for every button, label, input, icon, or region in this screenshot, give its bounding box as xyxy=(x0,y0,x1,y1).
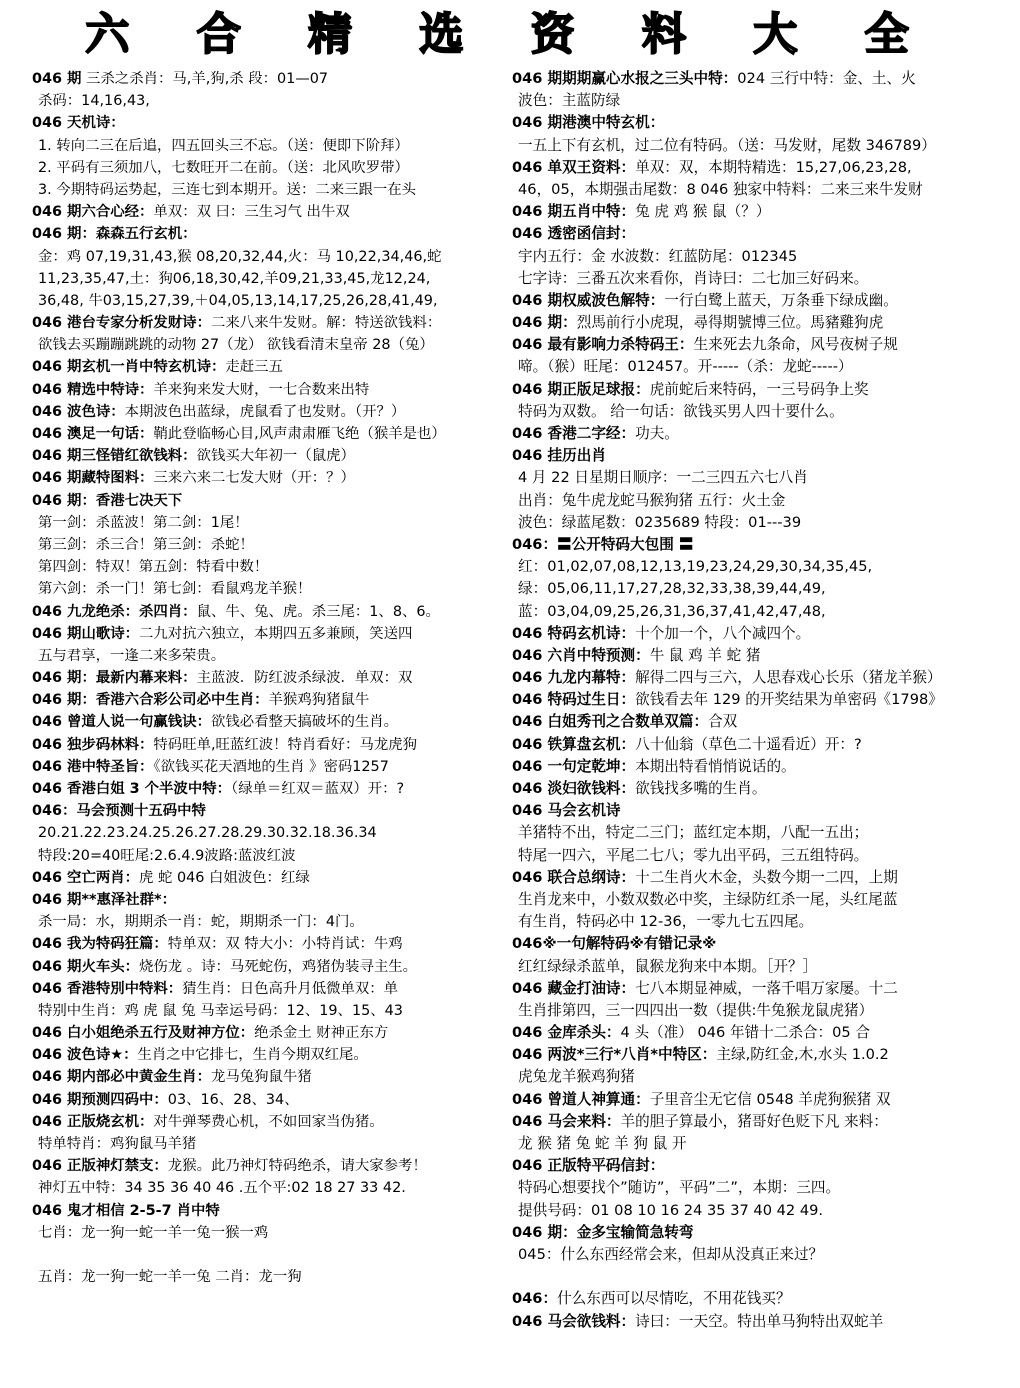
line-text: （绿单＝红双＝蓝双）开：? xyxy=(231,781,405,797)
line-text: 鼠、牛、兔、虎。杀三尾：1、8、6。 xyxy=(196,603,440,620)
text-line xyxy=(32,290,502,312)
text-line xyxy=(512,312,990,334)
line-text: 主蓝波．防红波杀绿波．单双：双 xyxy=(196,670,413,687)
line-text: 3. 今期特码运势起，三连七到本期开。送：二来三跟一在头 xyxy=(38,181,417,198)
text-line xyxy=(512,268,990,290)
text-line xyxy=(32,246,502,268)
line-heading: 046 期：香港七决天下 xyxy=(32,492,183,509)
text-line xyxy=(512,645,990,667)
line-heading: 046 马会玄机诗 xyxy=(512,802,621,820)
text-line xyxy=(512,667,990,689)
line-text: 绿：05,06,11,17,27,28,32,33,38,39,44,49, xyxy=(518,580,826,598)
line-heading: 046 期：金多宝输简急转弯 xyxy=(512,1223,694,1241)
line-text: 羊猪特不出，特定二三门；蓝红定本期，八配一五出； xyxy=(518,824,869,842)
line-text: 《欲钱买花天酒地的生肖 》密码1257 xyxy=(153,758,389,775)
text-line xyxy=(32,268,502,290)
text-line xyxy=(512,689,990,711)
text-line xyxy=(512,157,990,179)
line-heading: 046 金库杀头： xyxy=(512,1024,621,1042)
line-text: 牛 鼠 鸡 羊 蛇 猪 xyxy=(649,646,761,664)
text-line xyxy=(32,778,502,800)
line-text: 红：01,02,07,08,12,13,19,23,24,29,30,34,35,45, xyxy=(518,558,873,576)
line-text: 主绿,防红金,木,水头 1.0.2 xyxy=(716,1046,889,1064)
line-text: 龙猴。此乃神灯特码绝杀，请大家参考！ xyxy=(167,1158,427,1175)
line-heading: 046 天机诗： xyxy=(32,115,125,132)
line-text: 一五上下有玄机，过二位有特码。（送：马发财，尾数 346789） xyxy=(518,136,936,154)
text-line xyxy=(32,978,502,1000)
text-line xyxy=(32,867,502,889)
text-line xyxy=(32,645,502,667)
text-line xyxy=(512,978,990,1000)
text-line xyxy=(32,157,502,179)
line-text: 有生肖，特码必中 12-36，一零九七五四尾。 xyxy=(518,913,814,931)
text-line xyxy=(32,800,502,822)
line-heading: 046 透密函信封： xyxy=(512,225,636,243)
line-text: 烧伤龙 。诗：马死蛇伤，鸡猪伪装寻主生。 xyxy=(139,958,418,975)
line-heading: 046 空亡两肖： xyxy=(32,869,140,886)
line-heading: 046 曾道人神算通： xyxy=(512,1090,650,1108)
line-text: 出肖：兔牛虎龙蛇马猴狗猪 五行：火土金 xyxy=(518,491,786,509)
line-heading: 046 香港特別中特料： xyxy=(32,980,183,997)
text-line xyxy=(512,734,990,756)
line-text: 三杀之杀肖：马,羊,狗,杀 段：01—07 xyxy=(81,71,329,87)
text-line xyxy=(512,1089,990,1111)
line-heading: 046 铁算盘玄机： xyxy=(512,735,636,753)
text-line xyxy=(512,112,990,134)
text-line xyxy=(512,623,990,645)
text-line xyxy=(32,423,502,445)
line-text: 合双 xyxy=(708,713,738,731)
page-title: 六 合 精 选 资 料 大 全 xyxy=(85,9,935,60)
text-line xyxy=(32,201,502,223)
line-text: 对牛弹琴费心机，不如回家当伪猪。 xyxy=(153,1113,384,1130)
line-text: 虎 蛇 046 白姐波色：红绿 xyxy=(139,869,310,886)
line-heading: 046 精选中特诗： xyxy=(32,381,154,398)
line-heading: 046 期：森森五行玄机： xyxy=(32,226,197,243)
line-text: 11,23,35,47,土：狗06,18,30,42,羊09,21,33,45,龙12,24, xyxy=(38,270,431,287)
line-text: 烈馬前行小虎現，尋得期號博三位。馬豬雞狗虎 xyxy=(576,314,884,332)
line-text: 诗曰：一天空。特出单马狗特出双蛇羊 xyxy=(635,1312,884,1330)
text-line xyxy=(32,822,502,844)
line-text: 1. 转向二三在后追，四五回头三不忘。（送：便即下阶拜） xyxy=(38,137,409,154)
line-text: 欲钱找多嘴的生肖。 xyxy=(635,780,767,797)
text-line xyxy=(512,1022,990,1044)
line-text: 单双：双 曰：三生习气 出牛双 xyxy=(153,204,350,221)
line-text: 宇内五行：金 水波数：红蓝防尾：012345 xyxy=(518,247,798,265)
line-heading: 046 期港澳中特玄机： xyxy=(512,114,665,132)
line-text: 欲钱买大年初一（鼠虎） xyxy=(196,448,355,465)
text-line xyxy=(32,334,502,356)
line-text: 杀一局：水，期期杀一肖：蛇，期期杀一门：4门。 xyxy=(38,914,364,931)
text-line xyxy=(32,578,502,600)
text-line xyxy=(512,179,990,201)
line-heading: 046：〓公开特码大包围 〓 xyxy=(512,535,694,553)
line-heading: 046 波色诗★： xyxy=(32,1047,138,1064)
line-text: 生肖排第四，三一四四出一数（提供:牛兔猴龙鼠虎猪） xyxy=(518,1001,874,1019)
line-text: 七八本期显神威，一落千唱万家屡。十二 xyxy=(635,979,898,997)
line-heading: 046：马会预测十五码中特 xyxy=(32,803,206,820)
text-line xyxy=(512,135,990,157)
text-line xyxy=(512,1066,990,1088)
text-line xyxy=(512,933,990,955)
text-line xyxy=(512,1177,990,1199)
line-text: 特别中生肖：鸡 虎 鼠 兔 马幸运号码：12、19、15、43 xyxy=(38,1002,403,1019)
line-heading: 046 一句定乾坤： xyxy=(512,757,636,775)
text-line xyxy=(32,312,502,334)
line-heading: 046 港台专家分析发财诗： xyxy=(32,315,211,332)
line-heading: 046 正版特平码信封： xyxy=(512,1157,665,1175)
line-text: 七肖：龙一狗一蛇一羊一兔一猴一鸡 xyxy=(38,1224,269,1241)
text-line xyxy=(32,68,502,90)
line-heading: 046 期山歌诗： xyxy=(32,625,140,642)
text-line xyxy=(32,1177,502,1199)
line-text: 羊猴鸡狗猪鼠牛 xyxy=(268,692,370,709)
line-heading: 046 期正版足球报： xyxy=(512,380,650,398)
line-heading: 046 期权威波色解特： xyxy=(512,291,665,309)
text-line xyxy=(32,356,502,378)
text-line xyxy=(512,223,990,245)
line-text: 第三剑：杀三合！第三剑：杀蛇！ xyxy=(38,536,254,553)
line-text: 绝杀金土 财神正东方 xyxy=(254,1025,389,1042)
text-line xyxy=(32,490,502,512)
line-text: 波色：绿蓝尾数：0235689 特段：01---39 xyxy=(518,513,802,531)
text-line xyxy=(32,112,502,134)
line-heading: 046 特码玄机诗： xyxy=(512,624,636,642)
text-line xyxy=(32,711,502,733)
line-text: 子里音尘无它信 0548 羊虎狗猴猪 双 xyxy=(649,1090,891,1108)
line-heading: 046 期火车头： xyxy=(32,958,140,975)
text-line xyxy=(32,534,502,556)
line-text: 特单双：双 特大小：小特肖试：牛鸡 xyxy=(167,936,403,953)
line-text: 生肖龙来中，小数双数必中奖，主绿防红杀一尾，头红尾蓝 xyxy=(518,890,898,908)
line-text: 神灯五中特：34 35 36 40 46 .五个平:02 18 27 33 42. xyxy=(38,1180,406,1197)
line-text: 提供号码：01 08 10 16 24 35 37 40 42 49. xyxy=(518,1201,824,1219)
line-text: 红红绿绿杀蓝单，鼠猴龙狗来中本期。［开？］ xyxy=(518,957,818,975)
text-line xyxy=(32,689,502,711)
line-heading: 046 独步码林料： xyxy=(32,736,154,753)
text-line xyxy=(512,711,990,733)
text-line xyxy=(512,1044,990,1066)
line-text: 欲钱看去年 129 的开奖结果为单密码《1798》 xyxy=(635,691,943,709)
text-line xyxy=(512,756,990,778)
line-text: 欲钱必看整天搞破坏的生肖。 xyxy=(210,714,399,731)
text-line xyxy=(512,911,990,933)
line-text: 一行白鹭上蓝天，万条垂下绿成幽。 xyxy=(664,291,898,309)
line-heading: 046 澳足一句话： xyxy=(32,426,154,442)
text-line xyxy=(512,490,990,512)
text-line xyxy=(512,1288,990,1310)
line-heading: 046 正版烧玄机： xyxy=(32,1113,154,1130)
text-line xyxy=(32,1222,502,1244)
line-text: 特码心想要找个”随访”，平码”二”，本期：三四。 xyxy=(518,1179,841,1197)
line-text: 第一剑：杀蓝波！第二剑：1尾！ xyxy=(38,514,249,531)
line-heading: 046 鬼才相信 2-5-7 肖中特 xyxy=(32,1202,220,1219)
text-line xyxy=(32,1133,502,1155)
right-column xyxy=(512,68,990,1388)
line-heading: 046 藏金打油诗： xyxy=(512,979,636,997)
line-text: 蓝：03,04,09,25,26,31,36,37,41,42,47,48, xyxy=(518,602,826,620)
text-line xyxy=(32,734,502,756)
text-line xyxy=(32,379,502,401)
line-heading: 046 期：最新内幕来料： xyxy=(32,670,197,687)
line-heading: 046 期： xyxy=(512,314,577,332)
line-text: 鞘此登临畅心目,风声肃肃雁飞绝（猴羊是也） xyxy=(153,426,446,442)
line-heading: 046 两波*三行*八肖*中特区： xyxy=(512,1046,717,1064)
line-heading: 046 马会来料： xyxy=(512,1112,621,1130)
line-text: 欲钱去买蹦蹦跳跳的动物 27（龙） 欲钱看清末皇帝 28（兔） xyxy=(38,337,434,354)
text-line xyxy=(32,1089,502,1111)
line-text: 第四剑：特双！第五剑：特看中数！ xyxy=(38,559,269,576)
line-text: 024 三行中特：金、土、火 xyxy=(737,70,916,87)
text-line xyxy=(512,1266,990,1288)
line-text: 本期波色出蓝绿，虎鼠看了也发财。（开？） xyxy=(124,403,406,420)
text-line xyxy=(512,1222,990,1244)
line-heading: 046 正版神灯禁支： xyxy=(32,1158,168,1175)
line-text: 03、16、28、34、 xyxy=(167,1091,299,1108)
text-line xyxy=(32,1000,502,1022)
line-text: 解得二四与三六，人思春戏心长乐（猪龙羊猴） xyxy=(635,669,942,687)
text-line xyxy=(32,601,502,623)
text-line xyxy=(512,512,990,534)
text-line xyxy=(512,290,990,312)
text-line xyxy=(512,201,990,223)
line-text: 龙马兔狗鼠牛猪 xyxy=(210,1069,312,1086)
text-line xyxy=(512,601,990,623)
line-text: 20.21.22.23.24.25.26.27.28.29.30.32.18.36.34 xyxy=(38,825,377,842)
text-line xyxy=(512,90,990,112)
line-text: 虎兔龙羊猴鸡狗猪 xyxy=(518,1068,635,1086)
line-text: 二九对抗六独立，本期四五多兼顾，笑送四 xyxy=(139,625,413,642)
line-text: 功夫。 xyxy=(635,425,679,442)
text-line xyxy=(32,911,502,933)
text-line xyxy=(32,933,502,955)
text-line xyxy=(32,179,502,201)
line-text: 本期出特看悄悄说话的。 xyxy=(635,757,796,775)
text-line xyxy=(32,467,502,489)
text-line xyxy=(512,334,990,356)
line-text: 走赶三五 xyxy=(225,359,283,376)
line-text: 十个加一个，八个减四个。 xyxy=(635,624,811,642)
line-text: 特尾一四六，平尾二七八；零九出平码，三五组特码。 xyxy=(518,846,869,864)
text-line xyxy=(512,867,990,889)
line-text: 2. 平码有三须加八，七数旺开二在前。（送：北风吹罗带） xyxy=(38,159,409,176)
text-line xyxy=(32,1200,502,1222)
line-text: 什么东西可以尽情吃，不用花钱买？ xyxy=(557,1290,791,1308)
line-text: 杀码：14,16,43, xyxy=(38,93,150,110)
text-line xyxy=(32,401,502,423)
text-line xyxy=(512,246,990,268)
line-text: 第六剑：杀一门！第七剑：看鼠鸡龙羊猴！ xyxy=(38,581,312,598)
text-line xyxy=(32,445,502,467)
line-text: 46，05，本期强击尾数：8 046 独家中特料：二来三来牛发财 xyxy=(518,180,923,198)
line-text: 龙 猴 猪 兔 蛇 羊 狗 鼠 开 xyxy=(518,1135,687,1152)
line-heading: 046 期期期赢心水报之三头中特： xyxy=(512,70,738,87)
line-text: 特单特肖：鸡狗鼠马羊猪 xyxy=(38,1136,197,1152)
text-line xyxy=(32,1244,502,1266)
line-heading: 046 淡妇欲钱料： xyxy=(512,780,636,797)
left-column xyxy=(32,68,502,1388)
line-text: 七字诗：三番五次来看你，肖诗曰：二七加三好码来。 xyxy=(518,269,869,287)
line-heading: 046 我为特码狂篇： xyxy=(32,936,168,953)
text-line xyxy=(32,756,502,778)
line-heading: 046 期内部必中黄金生肖： xyxy=(32,1069,211,1086)
line-text: 金：鸡 07,19,31,43,猴 08,20,32,44,火：马 10,22,34,46,蛇 xyxy=(38,248,442,265)
line-heading: 046 港中特圣旨： xyxy=(32,758,154,775)
text-line xyxy=(512,1311,990,1333)
line-heading: 046 白小姐绝杀五行及财神方位： xyxy=(32,1025,255,1042)
text-line xyxy=(512,778,990,800)
line-text: 生来死去九条命，风号夜树子规 xyxy=(693,336,898,354)
line-heading: 046 期预测四码中： xyxy=(32,1091,168,1108)
line-heading: 046 香港二字经： xyxy=(512,425,636,442)
line-text: 4 月 22 日星期日顺序：一二三四五六七八肖 xyxy=(518,469,808,487)
line-heading: 046 曾道人说一句赢钱诀： xyxy=(32,714,211,731)
line-heading: 046 期藏特图料： xyxy=(32,470,154,487)
line-heading: 046 期六合心经： xyxy=(32,204,154,221)
line-heading: 046 期：香港六合彩公司必中生肖： xyxy=(32,692,269,709)
line-text: 36,48, 牛03,15,27,39,＋04,05,13,14,17,25,26,28,41,49, xyxy=(38,292,438,309)
line-heading: 046 六肖中特预测： xyxy=(512,646,650,664)
text-line xyxy=(512,1111,990,1133)
text-line xyxy=(512,889,990,911)
text-line xyxy=(32,90,502,112)
line-text: 五与君享，一逢二来多荣贵。 xyxy=(38,647,226,664)
line-text: 特码旺单,旺蓝红波！特肖看好：马龙虎狗 xyxy=(153,736,418,753)
text-line xyxy=(512,578,990,600)
line-text: 三来六来二七发大财（开：？） xyxy=(153,470,355,487)
text-line xyxy=(32,845,502,867)
text-line xyxy=(512,1200,990,1222)
text-line xyxy=(512,401,990,423)
text-line xyxy=(512,68,990,90)
text-line xyxy=(512,1133,990,1155)
text-line xyxy=(512,556,990,578)
line-heading: 046 特码过生日： xyxy=(512,691,636,709)
line-heading: 046※一句解特码※有错记录※ xyxy=(512,935,717,953)
line-heading: 046 单双王资料： xyxy=(512,158,636,176)
text-line xyxy=(32,956,502,978)
line-text: 猜生肖：日色高升月低微单双：单 xyxy=(182,980,399,997)
line-text: 特码为双数。 给一句话：欲钱买男人四十要什么。 xyxy=(518,402,844,420)
line-heading: 046 期五肖中特： xyxy=(512,203,636,221)
text-line xyxy=(512,800,990,822)
text-line xyxy=(32,1111,502,1133)
text-line xyxy=(32,1066,502,1088)
text-line xyxy=(512,534,990,556)
text-line xyxy=(512,445,990,467)
line-text: 啼。（猴）旺尾：012457。开-----（杀：龙蛇-----） xyxy=(518,358,853,376)
text-line xyxy=(32,556,502,578)
line-text: 特段:20=40旺尾:2.6.4.9波路:蓝波红波 xyxy=(38,847,296,864)
line-text: 羊的胆子算最小，猪哥好色贬下凡 来料： xyxy=(620,1112,888,1130)
line-heading: 046 白姐秀刊之合数单双篇： xyxy=(512,713,709,731)
line-text: 生肖之中它排七，生肖今期双红尾。 xyxy=(137,1047,368,1064)
text-line xyxy=(32,223,502,245)
text-line xyxy=(32,1044,502,1066)
text-line xyxy=(32,889,502,911)
line-text: 八十仙翁（草色二十遥看近）开：? xyxy=(635,735,862,753)
text-line xyxy=(512,467,990,489)
line-text: 十二生肖火木金，头数今期一二四，上期 xyxy=(635,868,898,886)
text-line xyxy=(32,1266,502,1288)
text-line xyxy=(512,1000,990,1022)
line-text: 4 头（准） 046 年错十二杀合：05 合 xyxy=(620,1024,870,1042)
line-heading: 046 最有影响力杀特码王： xyxy=(512,336,694,354)
text-line xyxy=(512,822,990,844)
line-heading: 046 期 xyxy=(32,71,82,87)
text-line xyxy=(32,512,502,534)
text-line xyxy=(512,379,990,401)
text-line xyxy=(512,1155,990,1177)
text-line xyxy=(512,356,990,378)
line-text: 二来八来牛发财。解：特送欲钱料： xyxy=(210,315,442,332)
line-text: 波色：主蓝防绿 xyxy=(518,92,621,110)
line-heading: 046 马会欲钱料： xyxy=(512,1312,636,1330)
line-heading: 046 挂历出肖 xyxy=(512,447,606,465)
text-line xyxy=(32,667,502,689)
line-heading: 046 期三怪错红欲钱料： xyxy=(32,448,197,465)
text-line xyxy=(32,1155,502,1177)
line-heading: 046： xyxy=(512,1290,558,1308)
line-text: 羊来狗来发大财，一七合数来出特 xyxy=(153,381,370,398)
text-line xyxy=(32,135,502,157)
line-heading: 046 波色诗： xyxy=(32,403,125,420)
line-heading: 046 九龙内幕特： xyxy=(512,669,636,687)
line-heading: 046 九龙绝杀：杀四肖： xyxy=(32,603,197,620)
line-text: 兔 虎 鸡 猴 鼠（？） xyxy=(635,203,771,221)
text-line xyxy=(512,845,990,867)
line-heading: 046 香港白姐 3 个半波中特： xyxy=(32,781,231,797)
text-line xyxy=(512,956,990,978)
line-heading: 046 期玄机一肖中特玄机诗： xyxy=(32,359,226,376)
line-text: 045：什么东西经常会来，但却从没真正来过？ xyxy=(518,1245,824,1263)
line-text: 单双：双，本期特精选：15,27,06,23,28, xyxy=(635,158,912,176)
line-text: 五肖：龙一狗一蛇一羊一兔 二肖：龙一狗 xyxy=(38,1269,302,1286)
line-text: 虎前蛇后来特码，一三号码争上奖 xyxy=(649,380,869,398)
text-line xyxy=(512,423,990,445)
line-heading: 046 联合总纲诗： xyxy=(512,868,636,886)
line-heading: 046 期**惠泽社群*： xyxy=(32,891,176,908)
text-line xyxy=(32,1022,502,1044)
text-line xyxy=(512,1244,990,1266)
text-line xyxy=(32,623,502,645)
